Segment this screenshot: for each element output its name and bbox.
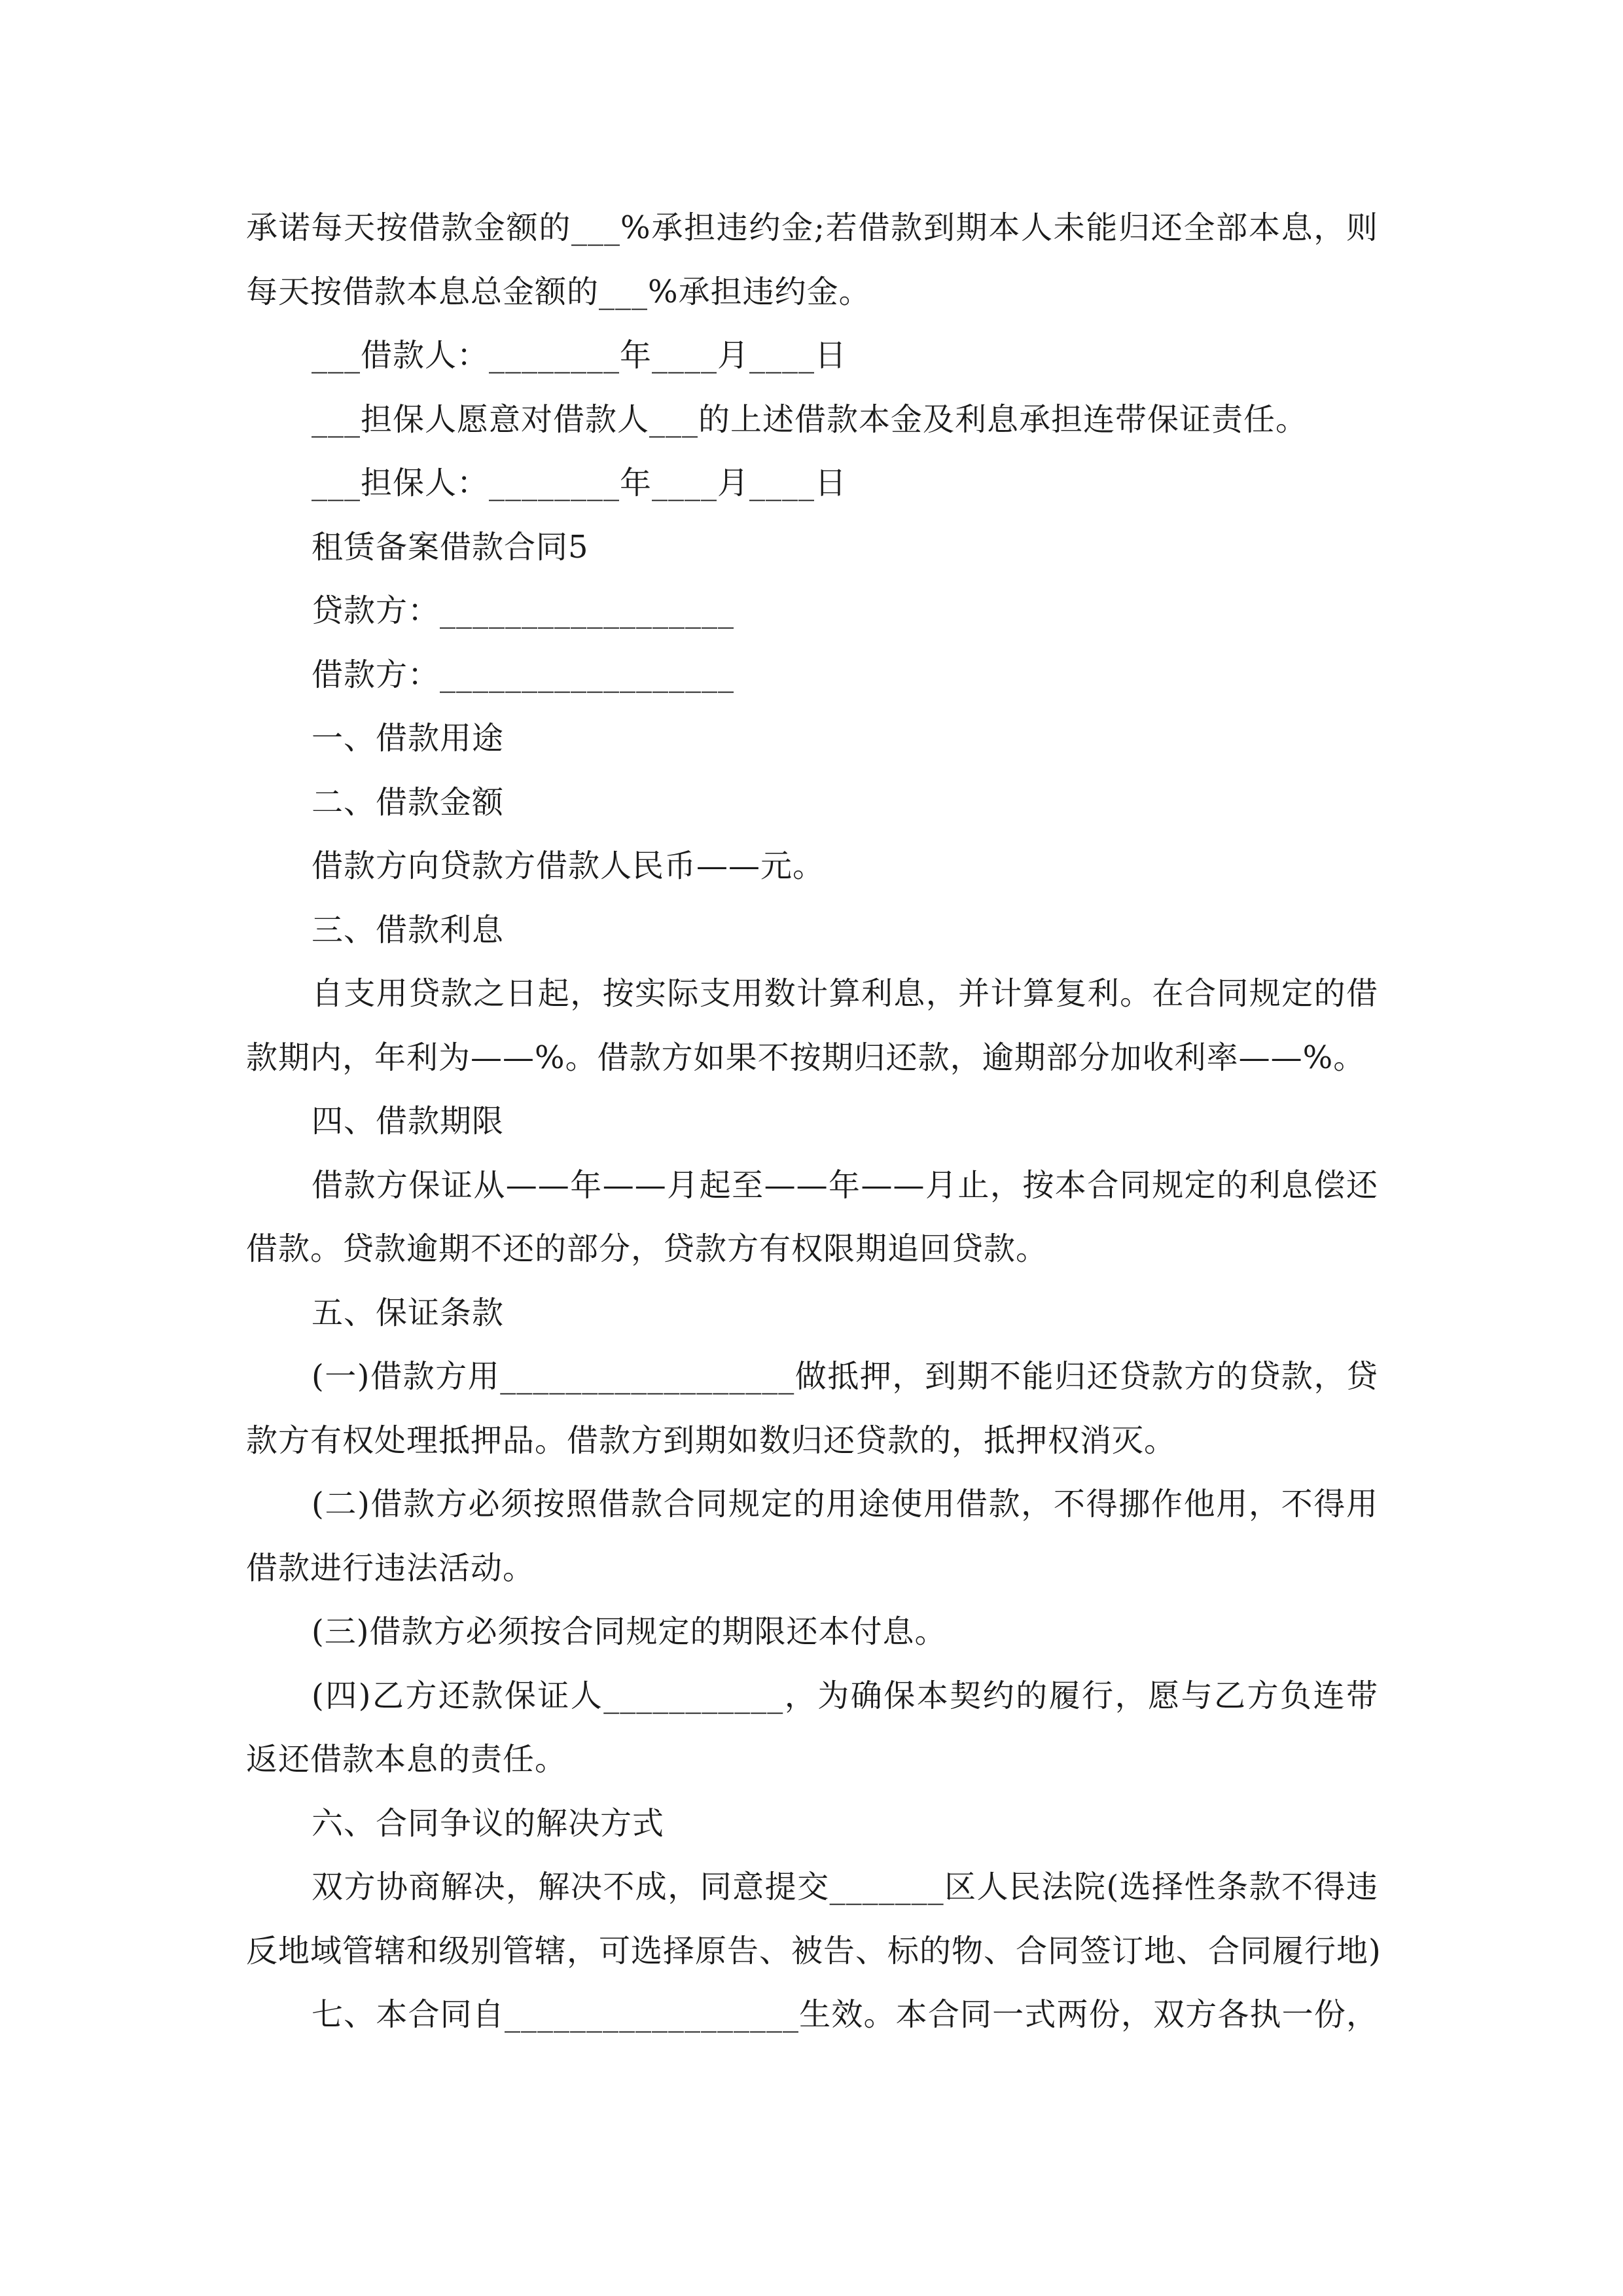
paragraph-line: 借款方保证从——年——月起至——年——月止，按本合同规定的利息偿还 (312, 1166, 1378, 1204)
paragraph-line: 款期内，年利为——%。借款方如果不按期归还款，逾期部分加收利率——%。 (246, 1039, 1366, 1076)
section-heading: 一、借款用途 (312, 720, 505, 757)
document-body (246, 196, 1382, 2047)
paragraph-line: 自支用贷款之日起，按实际支用数计算利息，并计算复利。在合同规定的借 (312, 975, 1378, 1012)
borrower-line: 借款方：__________________ (312, 656, 735, 693)
paragraph-line: 每天按借款本息总金额的___%承担违约金。 (246, 273, 871, 310)
paragraph-line: 借款方向贷款方借款人民币——元。 (312, 848, 825, 884)
paragraph-line: 返还借款本息的责任。 (246, 1741, 567, 1778)
section-heading: 五、保证条款 (312, 1294, 505, 1331)
paragraph-line: 承诺每天按借款金额的___%承担违约金;若借款到期本人未能归还全部本息，则 (246, 209, 1378, 246)
borrower-signature-line: ___借款人：________年____月____日 (312, 337, 847, 374)
paragraph-line: 反地域管辖和级别管辖，可选择原告、被告、标的物、合同签订地、合同履行地) (246, 1932, 1382, 1969)
paragraph-line: 双方协商解决，解决不成，同意提交_______区人民法院(选择性条款不得违 (312, 1869, 1378, 1905)
paragraph-line: (一)借款方用__________________做抵押，到期不能归还贷款方的贷款，贷 (312, 1358, 1378, 1395)
guarantor-signature-line: ___担保人：________年____月____日 (312, 465, 847, 501)
paragraph-line: (三)借款方必须按合同规定的期限还本付息。 (312, 1613, 947, 1650)
paragraph-line: 借款。贷款逾期不还的部分，贷款方有权限期追回贷款。 (246, 1230, 1048, 1267)
paragraph-line: 款方有权处理抵押品。借款方到期如数归还贷款的，抵押权消灭。 (246, 1422, 1177, 1459)
guarantee-statement: ___担保人愿意对借款人___的上述借款本金及利息承担连带保证责任。 (312, 401, 1308, 438)
section-heading: 四、借款期限 (312, 1103, 505, 1139)
paragraph-line: (四)乙方还款保证人___________，为确保本契约的履行，愿与乙方负连带 (312, 1677, 1378, 1714)
contract-title: 租赁备案借款合同5 (312, 528, 589, 565)
paragraph-line: 借款进行违法活动。 (246, 1549, 535, 1587)
section-heading: 三、借款利息 (312, 911, 505, 948)
paragraph-line: 七、本合同自__________________生效。本合同一式两份，双方各执一份， (312, 1996, 1378, 2033)
lender-line: 贷款方：__________________ (312, 592, 735, 629)
section-heading: 二、借款金额 (312, 783, 505, 821)
section-heading: 六、合同争议的解决方式 (312, 1804, 665, 1842)
paragraph-line: (二)借款方必须按照借款合同规定的用途使用借款，不得挪作他用，不得用 (312, 1486, 1378, 1522)
